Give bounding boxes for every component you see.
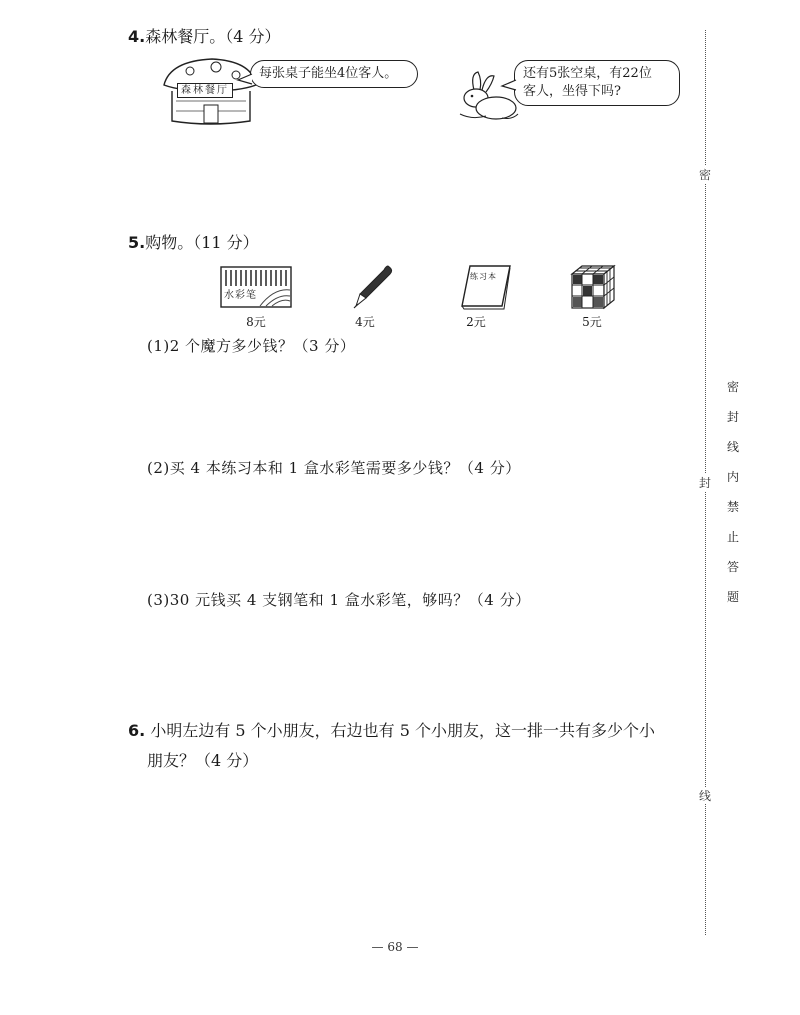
- rubiks-cube-image: [570, 264, 616, 310]
- q6-line1-text: 小明左边有 5 个小朋友，右边也有 5 个小朋友，这一排一共有多少个小: [150, 721, 656, 740]
- q5-sub2: (2)买 4 本练习本和 1 盒水彩笔需要多少钱？（4 分）: [147, 459, 521, 477]
- watercolor-pens-label: 水彩笔: [224, 290, 257, 301]
- price-exercise-book: 2元: [466, 315, 486, 329]
- q5-number: 5.: [128, 233, 146, 252]
- speech-bubble-left: [250, 60, 418, 88]
- bubble-right-tail: [500, 78, 518, 92]
- fountain-pen-image: [350, 264, 394, 310]
- speech-bubble-right-line2: 客人，坐得下吗?: [523, 84, 621, 99]
- q4-title: [128, 27, 281, 47]
- q4-number: 4.: [128, 27, 146, 46]
- price-watercolor-pens: 8元: [246, 315, 266, 329]
- seal-label-mi: 密: [699, 168, 712, 182]
- q4-title-text: 森林餐厅。（4 分）: [145, 27, 281, 46]
- seal-label-feng: 封: [699, 476, 712, 490]
- q5-sub3: (3)30 元钱买 4 支钢笔和 1 盒水彩笔，够吗？（4 分）: [147, 591, 531, 609]
- notice-char-4: 内: [727, 470, 740, 484]
- price-rubiks-cube: 5元: [582, 315, 602, 329]
- notice-char-6: 止: [727, 530, 740, 544]
- notice-char-7: 答: [727, 560, 740, 574]
- q5-sub1: (1)2 个魔方多少钱？（3 分）: [147, 337, 356, 355]
- q6-number: 6.: [128, 721, 146, 740]
- speech-bubble-right-line1: 还有5张空桌，有22位: [523, 66, 652, 81]
- speech-bubble-left-text: 每张桌子能坐4位客人。: [259, 66, 398, 81]
- q5-title-text: 购物。（11 分）: [145, 233, 259, 252]
- bubble-left-tail: [236, 72, 254, 86]
- seal-label-xian: 线: [699, 789, 712, 803]
- q6-line1: [128, 721, 655, 741]
- notice-char-8: 题: [727, 590, 740, 604]
- exercise-book-image: [460, 264, 512, 310]
- notice-char-2: 封: [727, 410, 740, 424]
- exercise-book-label: 练习本: [470, 272, 497, 281]
- q5-title: [128, 233, 259, 253]
- q6-line2: 朋友？（4 分）: [147, 751, 259, 770]
- notice-char-1: 密: [727, 380, 740, 394]
- notice-char-3: 线: [727, 440, 740, 454]
- price-fountain-pen: 4元: [355, 315, 375, 329]
- speech-bubble-right: [514, 60, 680, 106]
- restaurant-sign: 森林餐厅: [177, 83, 233, 98]
- page-number: — 68 —: [371, 940, 419, 954]
- notice-char-5: 禁: [727, 500, 740, 514]
